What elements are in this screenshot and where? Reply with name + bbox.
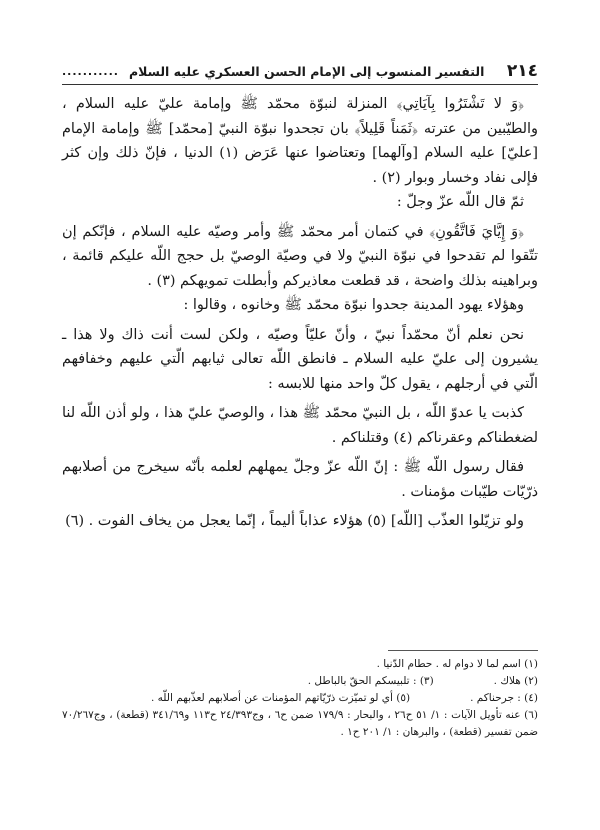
- footnote-row: [62, 673, 538, 690]
- footnote-rule: [388, 650, 538, 651]
- footnote-row: [62, 690, 538, 707]
- running-title-group: [62, 64, 484, 79]
- footnote-row: [62, 707, 538, 741]
- header-rule: [62, 84, 538, 85]
- paragraph-3: ﴿وَ إِيَّايَ فَاتَّقُونِ﴾ في كتمان أمر محمّد ﷺ وأمر وصيّه عليه السلام ، فإنّكم إن تتّقوا لم تقدحوا في نبوّة النبيّ ولا في وصيّة الوصيّ بل حجج اللّه عليكم قائمة ، وبراهينه بذلك واضحة ، قد قطعت معاذيركم وأبطلت تمويهكم (٣) .: [62, 223, 538, 289]
- title-dots: ...........: [62, 64, 119, 78]
- page-number: ٢١٤: [506, 61, 538, 81]
- paragraph-4: وهؤلاء يهود المدينة جحدوا نبوّة محمّد ﷺ وخانوه ، وقالوا :: [183, 297, 524, 313]
- page-header: [62, 58, 538, 84]
- footnote-6: (٦) عنه تأويل الآيات : ١/ ٥١ ح٢٦ ، والبحار : ١٧٩/٩ ضمن ح٦ ، وج٢٤/٣٩٣ ح١١٣ و٣٤١/٦٩ (قطعة) ، وج٧٠/٢٦٧ ضمن تفسير (قطعة) ، والبرهان : ١/ ٢٠١ ح١ .: [62, 709, 538, 738]
- paragraph-1: ﴿وَ لا تَشْتَرُوا بِآيَاتِي﴾ المنزلة لنبوّة محمّد ﷺ وإمامة عليّ عليه السلام ، والطيّبين من عترته ﴿ثَمَناً قَلِيلاً﴾ بان تجحدوا نبوّة النبيّ [محمّد] ﷺ وإمامة الإمام [عليّ] عليه السلام [وآلهما] وتعتاضوا عنها عَرَض (١) الدنيا ، فإنّ ذلك وإن كثر فإلى نفاد وخسار وبوار (٢) .: [62, 96, 538, 186]
- paragraph-2: ثمّ قال اللّه عزّ وجلّ :: [396, 194, 524, 210]
- footnote-3: (٣) : تلبيسكم الحقّ بالباطل .: [307, 675, 434, 687]
- footnote-2: (٢) هلاك .: [493, 675, 538, 687]
- footnote-4: (٤) : جرحناكم .: [470, 692, 538, 704]
- main-text: [62, 92, 538, 534]
- running-title: التفسير المنسوب إلى الإمام الحسن العسكري عليه السلام: [128, 63, 485, 79]
- footnote-1: (١) اسم لما لا دوام له . حطام الدّنيا .: [376, 658, 538, 670]
- paragraph-8: ولو تزيّلوا العذّب [اللّه] (٥) هؤلاء عذاباً أليماً ، إنّما يعجل من يخاف الفوت . (٦): [65, 513, 524, 529]
- paragraph-6: كذبت يا عدوّ اللّه ، بل النبيّ محمّد ﷺ هذا ، والوصيّ عليّ هذا ، ولو أذن اللّه لنا لضغطناكم وعقرناكم (٤) وقتلناكم .: [62, 405, 538, 446]
- paragraph-7: فقال رسول اللّه ﷺ : إنّ اللّه عزّ وجلّ يمهلهم لعلمه بأنّه سيخرج من أصلابهم ذرّيّات طيّبات مؤمنات .: [62, 459, 538, 500]
- paragraph-5: نحن نعلم أنّ محمّداً نبيّ ، وأنّ عليّاً وصيّه ، ولكن لست أنت ذاك ولا هذا ـ يشيرون إلى عليّ عليه السلام ـ فانطق اللّه تعالى ثيابهم الّتي عليهم وخفافهم الّتي في أرجلهم ، يقول كلّ واحد منها للابسه :: [62, 326, 538, 392]
- footnotes: [62, 656, 538, 741]
- footnote-5: (٥) أي لو تميّزت ذرّيّاتهم المؤمنات عن أصلابهم لعذّبهم اللّه .: [151, 692, 411, 704]
- footnote-row: [62, 656, 538, 673]
